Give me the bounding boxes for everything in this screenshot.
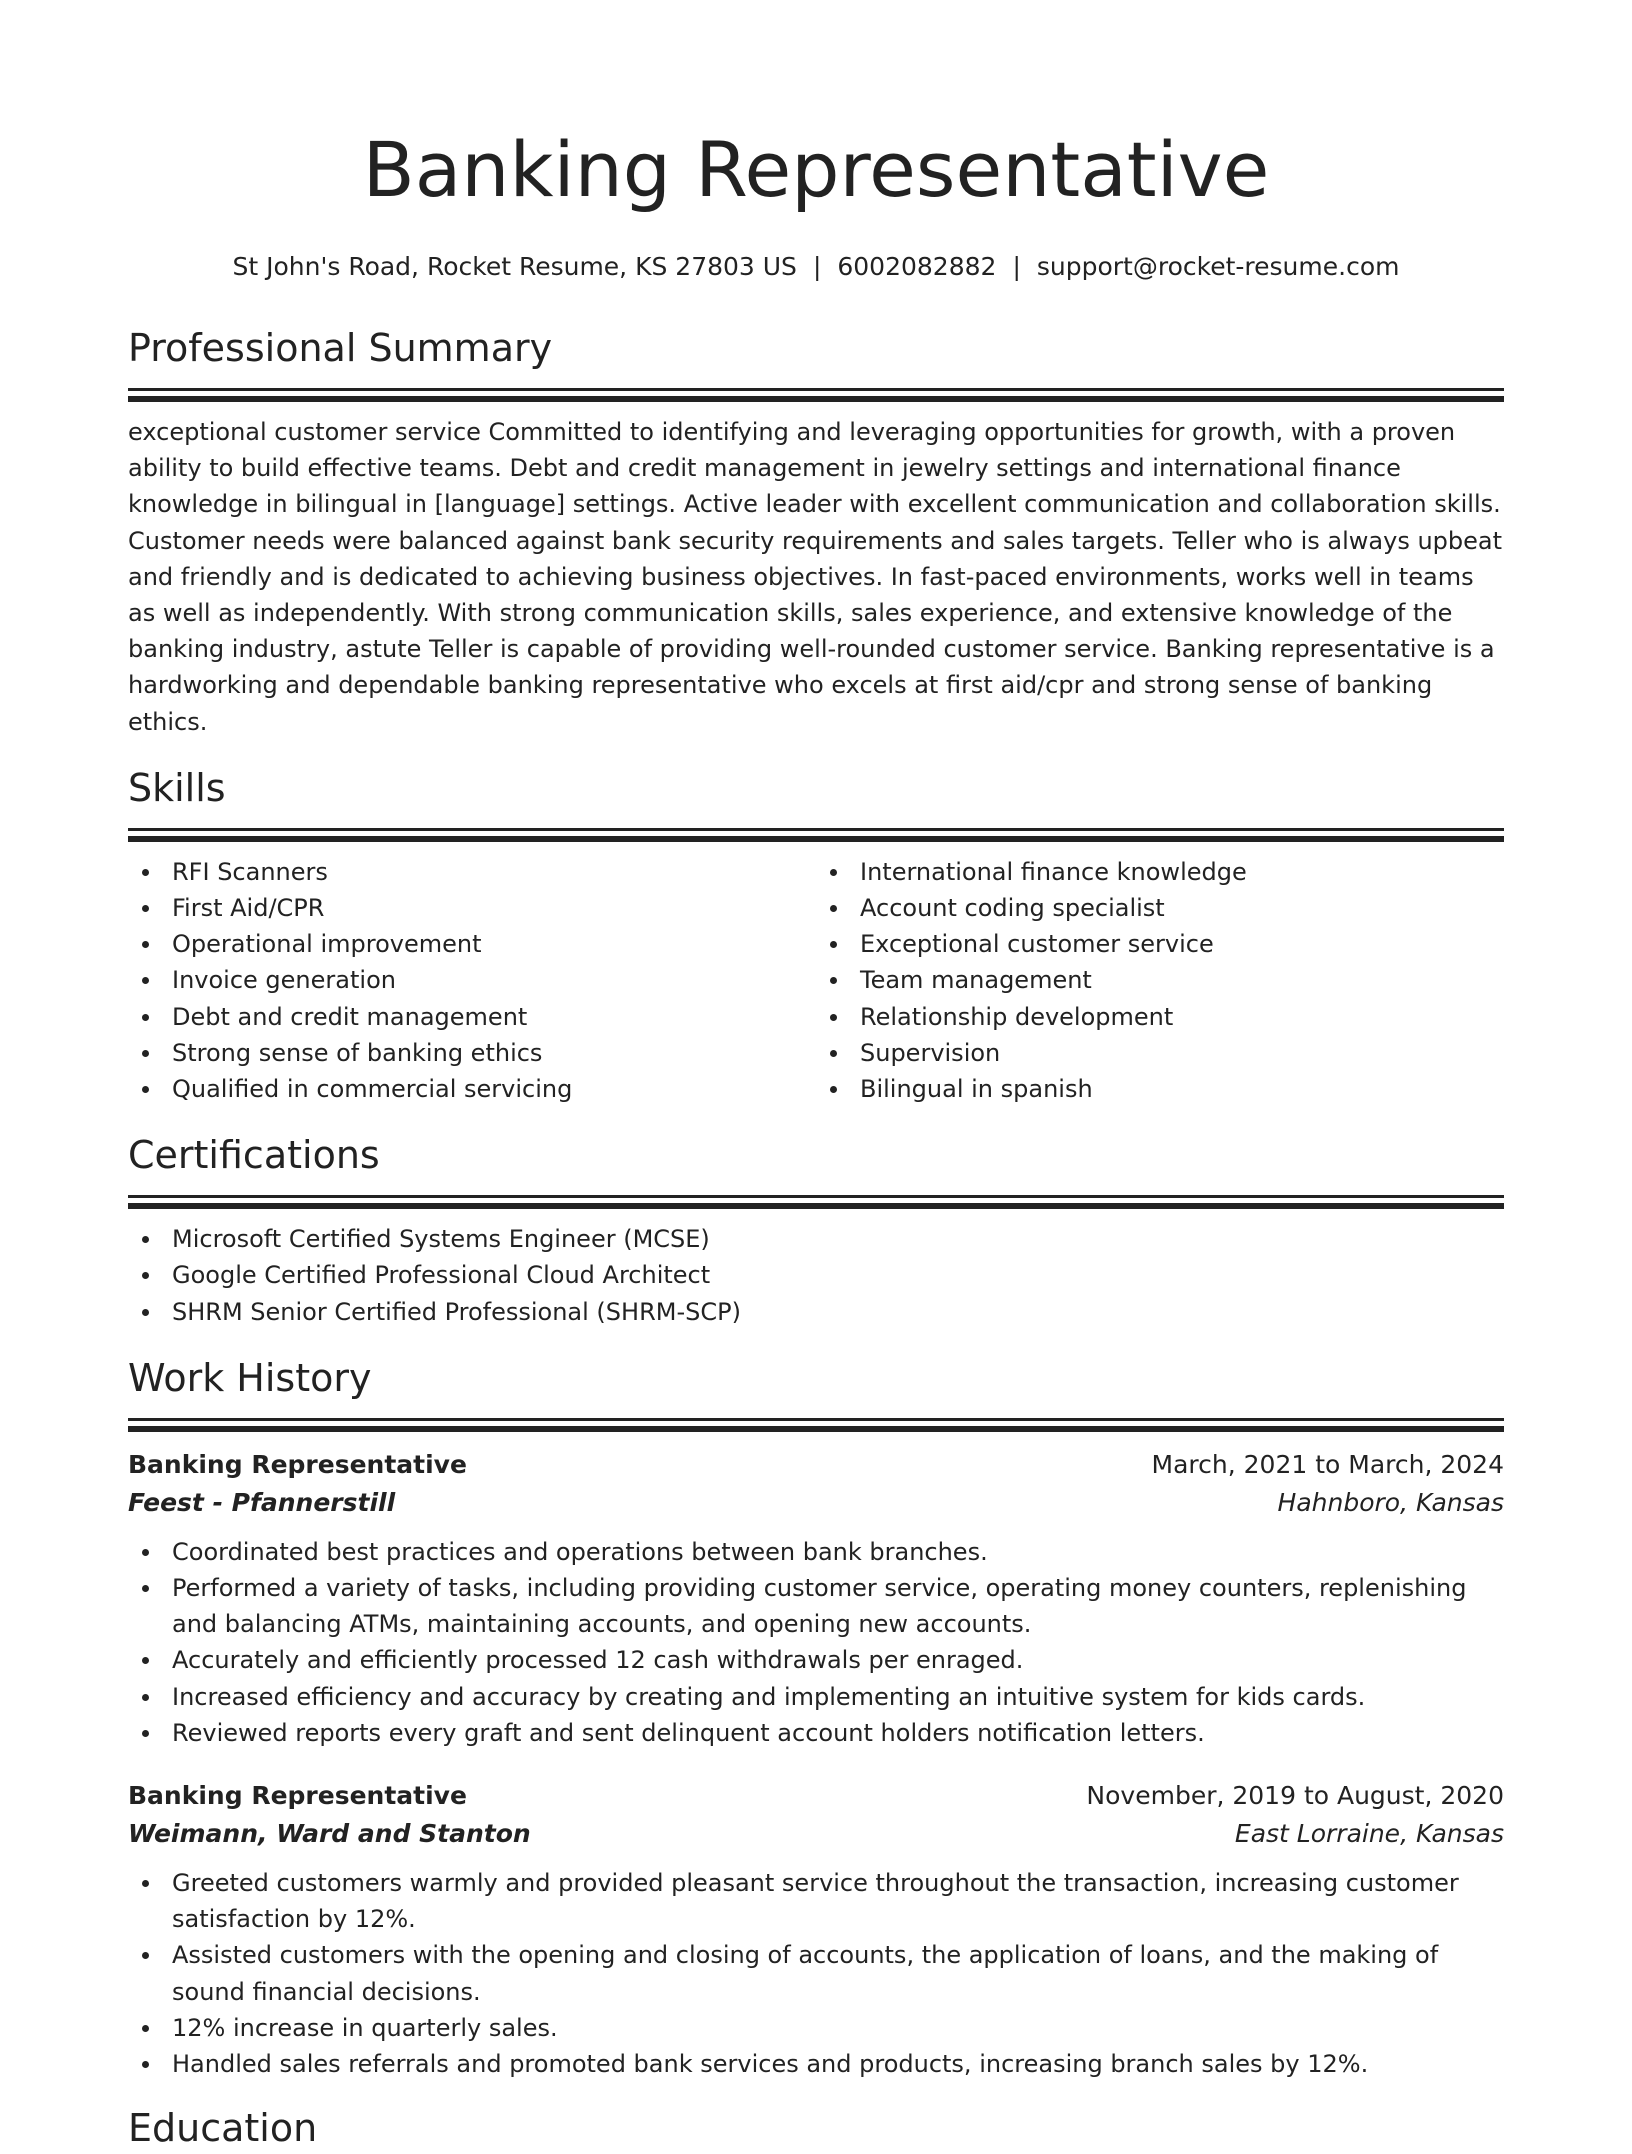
job-company: Feest - Pfannerstill [128, 1487, 396, 1517]
job-bullets [128, 1534, 1504, 1751]
job-entry [128, 1446, 1504, 1751]
job-bullet: Handled sales referrals and promoted bank services and products, increasing branch sales by 12%. [128, 2046, 1504, 2082]
contact-email[interactable]: support@rocket-resume.com [1036, 252, 1400, 281]
skills-grid [128, 854, 1504, 1107]
summary-text: exceptional customer service Committed to identifying and leveraging opportunities for growth, with a proven ability to build effective teams. Debt and credit management in jewelry settings and international finance knowledge in bilingual in [language] settings. Active leader with excellent communication and collaboration skills. Customer needs were balanced against bank security requirements and sales targets. Teller who is always upbeat and friendly and is dedicated to achieving business objectives. In fast-paced environments, works well in teams as well as independently. With strong communication skills, sales experience, and extensive knowledge of the banking industry, astute Teller is capable of providing well-rounded customer service. Banking representative is a hardworking and dependable banking representative who excels at first aid/cpr and strong sense of banking ethics. [128, 418, 1503, 736]
skill-item: First Aid/CPR [128, 890, 816, 926]
job-bullet: Assisted customers with the opening and closing of accounts, the application of loans, and the making of sound financial decisions. [128, 1937, 1504, 2009]
certifications-section [128, 1129, 1504, 1330]
job-entry [128, 1777, 1504, 2082]
contact-phone: 6002082882 [837, 252, 997, 281]
contact-separator: | [812, 252, 822, 281]
section-rule [128, 396, 1504, 402]
skills-column-left [128, 854, 816, 1107]
resume-name: Banking Representative [362, 125, 1270, 214]
job-bullet: Coordinated best practices and operations between bank branches. [128, 1534, 1504, 1570]
job-location: Hahnboro, Kansas [1277, 1487, 1504, 1517]
job-bullet: Reviewed reports every graft and sent delinquent account holders notification letters. [128, 1715, 1504, 1751]
section-title: Skills [128, 765, 226, 810]
contact-line [128, 250, 1504, 284]
skill-item: Operational improvement [128, 926, 816, 962]
section-rule [128, 1418, 1504, 1421]
contact-separator: | [1012, 252, 1021, 281]
job-dates: November, 2019 to August, 2020 [1086, 1781, 1504, 1811]
job-bullet: Accurately and efficiently processed 12 cash withdrawals per enraged. [128, 1642, 1504, 1678]
section-title: Certifications [128, 1133, 380, 1178]
job-subheader-row [128, 1815, 1504, 1853]
job-company: Weimann, Ward and Stanton [128, 1819, 531, 1849]
certifications-list [128, 1221, 1504, 1330]
job-dates: March, 2021 to March, 2024 [1151, 1449, 1504, 1479]
section-rule [128, 1426, 1504, 1432]
skill-item: Invoice generation [128, 962, 816, 998]
certification-item: Microsoft Certified Systems Engineer (MCSE) [128, 1221, 1504, 1257]
section-title: Work History [128, 1355, 372, 1400]
job-bullet: Greeted customers warmly and provided pleasant service throughout the transaction, increasing customer satisfaction by 12%. [128, 1865, 1504, 1937]
job-title: Banking Representative [128, 1449, 467, 1479]
job-bullet: Increased efficiency and accuracy by creating and implementing an intuitive system for kids cards. [128, 1679, 1504, 1715]
job-bullet: 12% increase in quarterly sales. [128, 2010, 1504, 2046]
skill-item: Relationship development [816, 999, 1504, 1035]
section-rule [128, 388, 1504, 391]
job-bullet: Performed a variety of tasks, including providing customer service, operating money counters, replenishing and balancing ATMs, maintaining accounts, and opening new accounts. [128, 1570, 1504, 1642]
skills-section [128, 762, 1504, 1107]
skill-item: International finance knowledge [816, 854, 1504, 890]
job-bullets [128, 1865, 1504, 2082]
skill-item: Qualified in commercial servicing [128, 1071, 816, 1107]
section-rule [128, 1203, 1504, 1209]
skill-item: Team management [816, 962, 1504, 998]
skill-item: Account coding specialist [816, 890, 1504, 926]
job-location: East Lorraine, Kansas [1234, 1819, 1504, 1849]
certification-item: SHRM Senior Certified Professional (SHRM-SCP) [128, 1294, 1504, 1330]
summary-section [128, 322, 1504, 740]
job-subheader-row [128, 1484, 1504, 1522]
education-section [128, 2102, 1504, 2154]
skill-item: RFI Scanners [128, 854, 816, 890]
job-header-row [128, 1446, 1504, 1484]
section-title: Professional Summary [128, 326, 553, 370]
section-rule [128, 828, 1504, 831]
certification-item: Google Certified Professional Cloud Architect [128, 1257, 1504, 1293]
job-header-row [128, 1777, 1504, 1815]
section-title: Education [128, 2106, 318, 2151]
skill-item: Bilingual in spanish [816, 1071, 1504, 1107]
section-rule [128, 1195, 1504, 1198]
skill-item: Supervision [816, 1035, 1504, 1071]
work-section [128, 1352, 1504, 2082]
skill-item: Exceptional customer service [816, 926, 1504, 962]
skill-item: Strong sense of banking ethics [128, 1035, 816, 1071]
job-title: Banking Representative [128, 1781, 467, 1811]
section-rule [128, 836, 1504, 842]
contact-address: St John's Road, Rocket Resume, KS 27803 US [232, 252, 797, 281]
skill-item: Debt and credit management [128, 999, 816, 1035]
skills-column-right [816, 854, 1504, 1107]
